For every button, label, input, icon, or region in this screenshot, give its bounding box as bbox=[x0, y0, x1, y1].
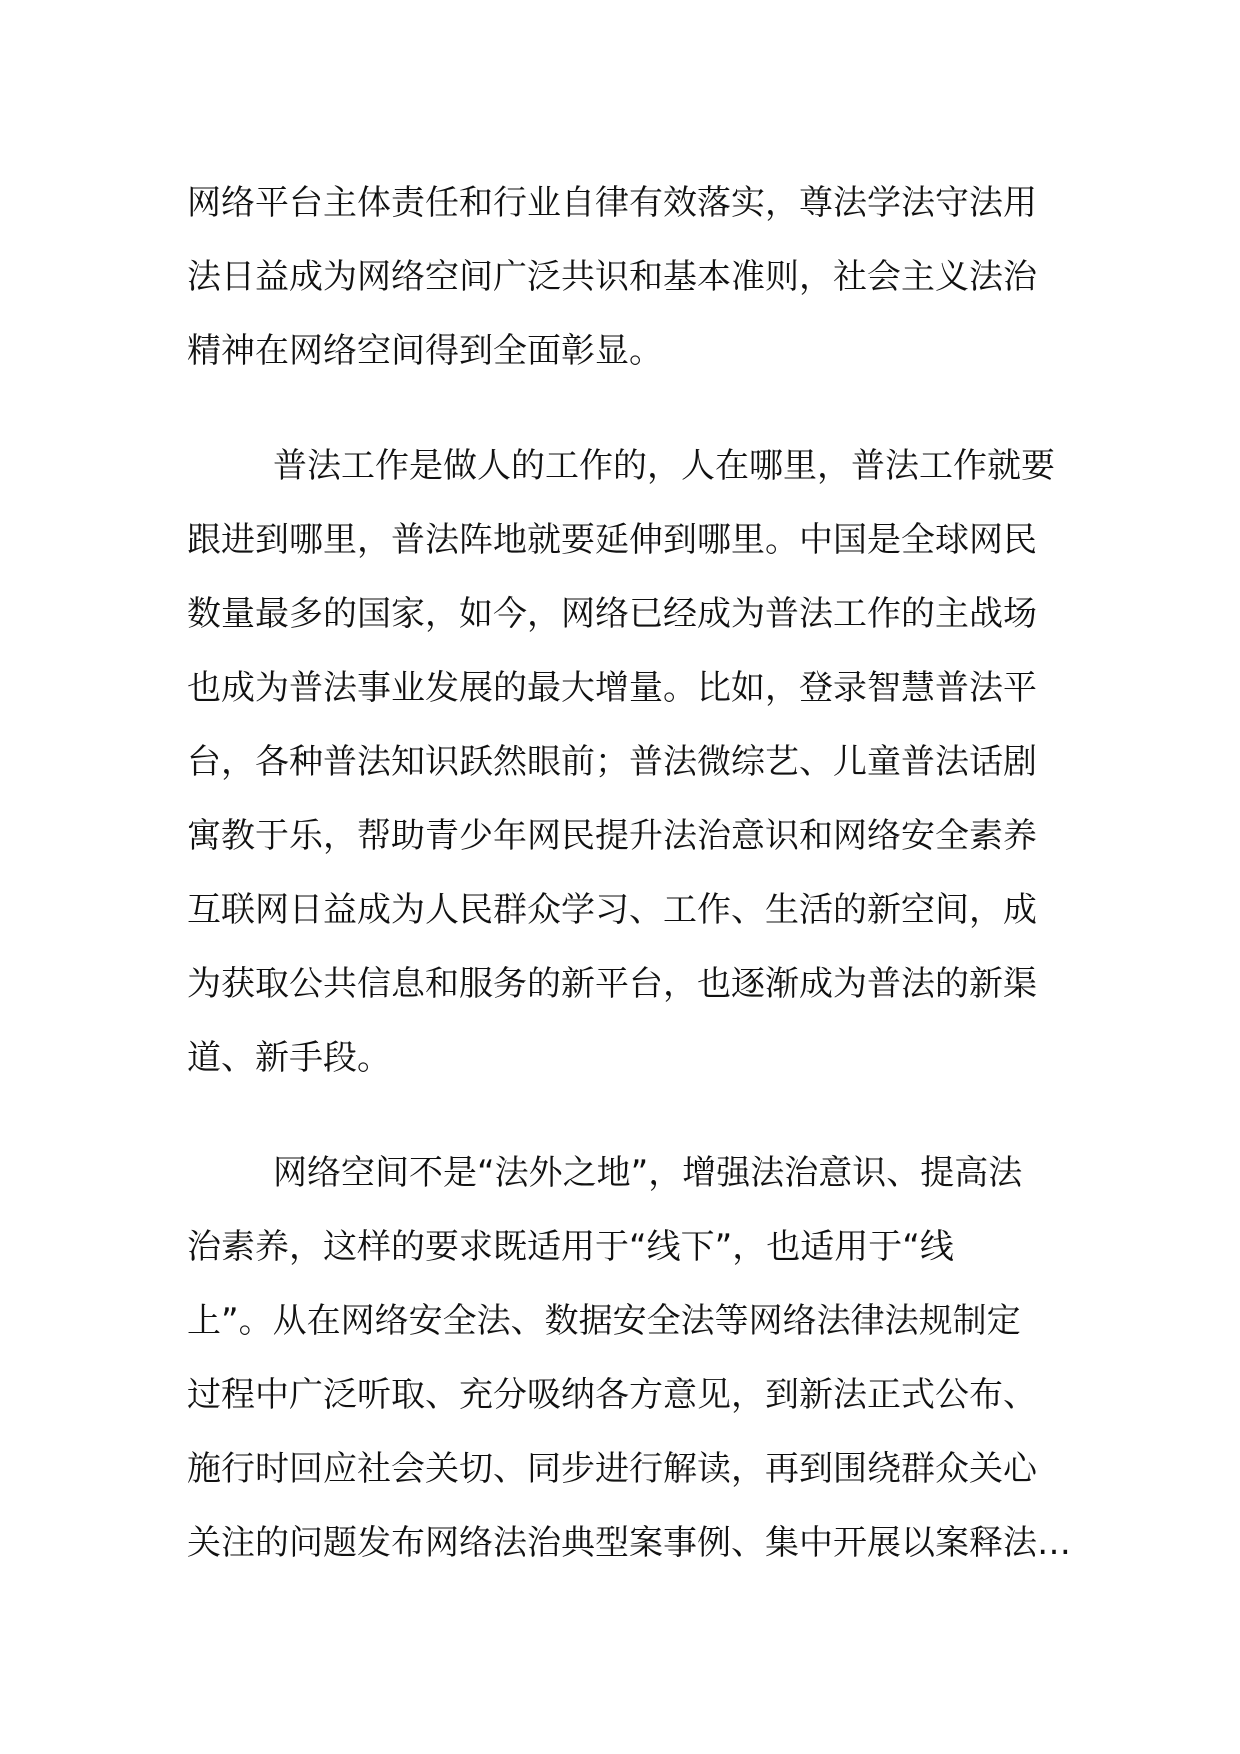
text-line: 台，各种普法知识跃然眼前；普法微综艺、儿童普法话剧 bbox=[187, 742, 1037, 782]
text-line: 互联网日益成为人民群众学习、工作、生活的新空间，成 bbox=[187, 890, 1037, 930]
text-line: 精神在网络空间得到全面彰显。 bbox=[187, 331, 663, 371]
text-line: 治素养，这样的要求既适用于“线下”，也适用于“线 bbox=[187, 1227, 954, 1267]
text-line: 也成为普法事业发展的最大增量。比如，登录智慧普法平 bbox=[187, 668, 1037, 708]
paragraph-2 bbox=[187, 429, 1059, 1095]
paragraph-gap bbox=[187, 1095, 1059, 1136]
paragraph-3 bbox=[187, 1136, 1071, 1580]
text-line: 数量最多的国家，如今，网络已经成为普法工作的主战场 bbox=[187, 594, 1037, 634]
text-line: 法日益成为网络空间广泛共识和基本准则，社会主义法治 bbox=[187, 257, 1037, 297]
paragraph-1 bbox=[187, 166, 1059, 388]
text-line: 关注的问题发布网络法治典型案事例、集中开展以案释法… bbox=[187, 1523, 1071, 1563]
text-line: 跟进到哪里，普法阵地就要延伸到哪里。中国是全球网民 bbox=[187, 520, 1037, 560]
document-body bbox=[187, 166, 1071, 1580]
text-line: 网络平台主体责任和行业自律有效落实，尊法学法守法用 bbox=[187, 183, 1037, 223]
paragraph-gap bbox=[187, 388, 1059, 429]
text-line: 为获取公共信息和服务的新平台，也逐渐成为普法的新渠 bbox=[187, 964, 1037, 1004]
text-line: 施行时回应社会关切、同步进行解读，再到围绕群众关心 bbox=[187, 1449, 1037, 1489]
text-line: 普法工作是做人的工作的，人在哪里，普法工作就要 bbox=[273, 446, 1055, 486]
text-line: 道、新手段。 bbox=[187, 1038, 391, 1078]
text-line: 寓教于乐，帮助青少年网民提升法治意识和网络安全素养 bbox=[187, 816, 1037, 856]
text-line: 上”。从在网络安全法、数据安全法等网络法律法规制定 bbox=[187, 1301, 1021, 1341]
text-line: 过程中广泛听取、充分吸纳各方意见，到新法正式公布、 bbox=[187, 1375, 1037, 1415]
text-line: 网络空间不是“法外之地”，增强法治意识、提高法 bbox=[273, 1153, 1023, 1193]
